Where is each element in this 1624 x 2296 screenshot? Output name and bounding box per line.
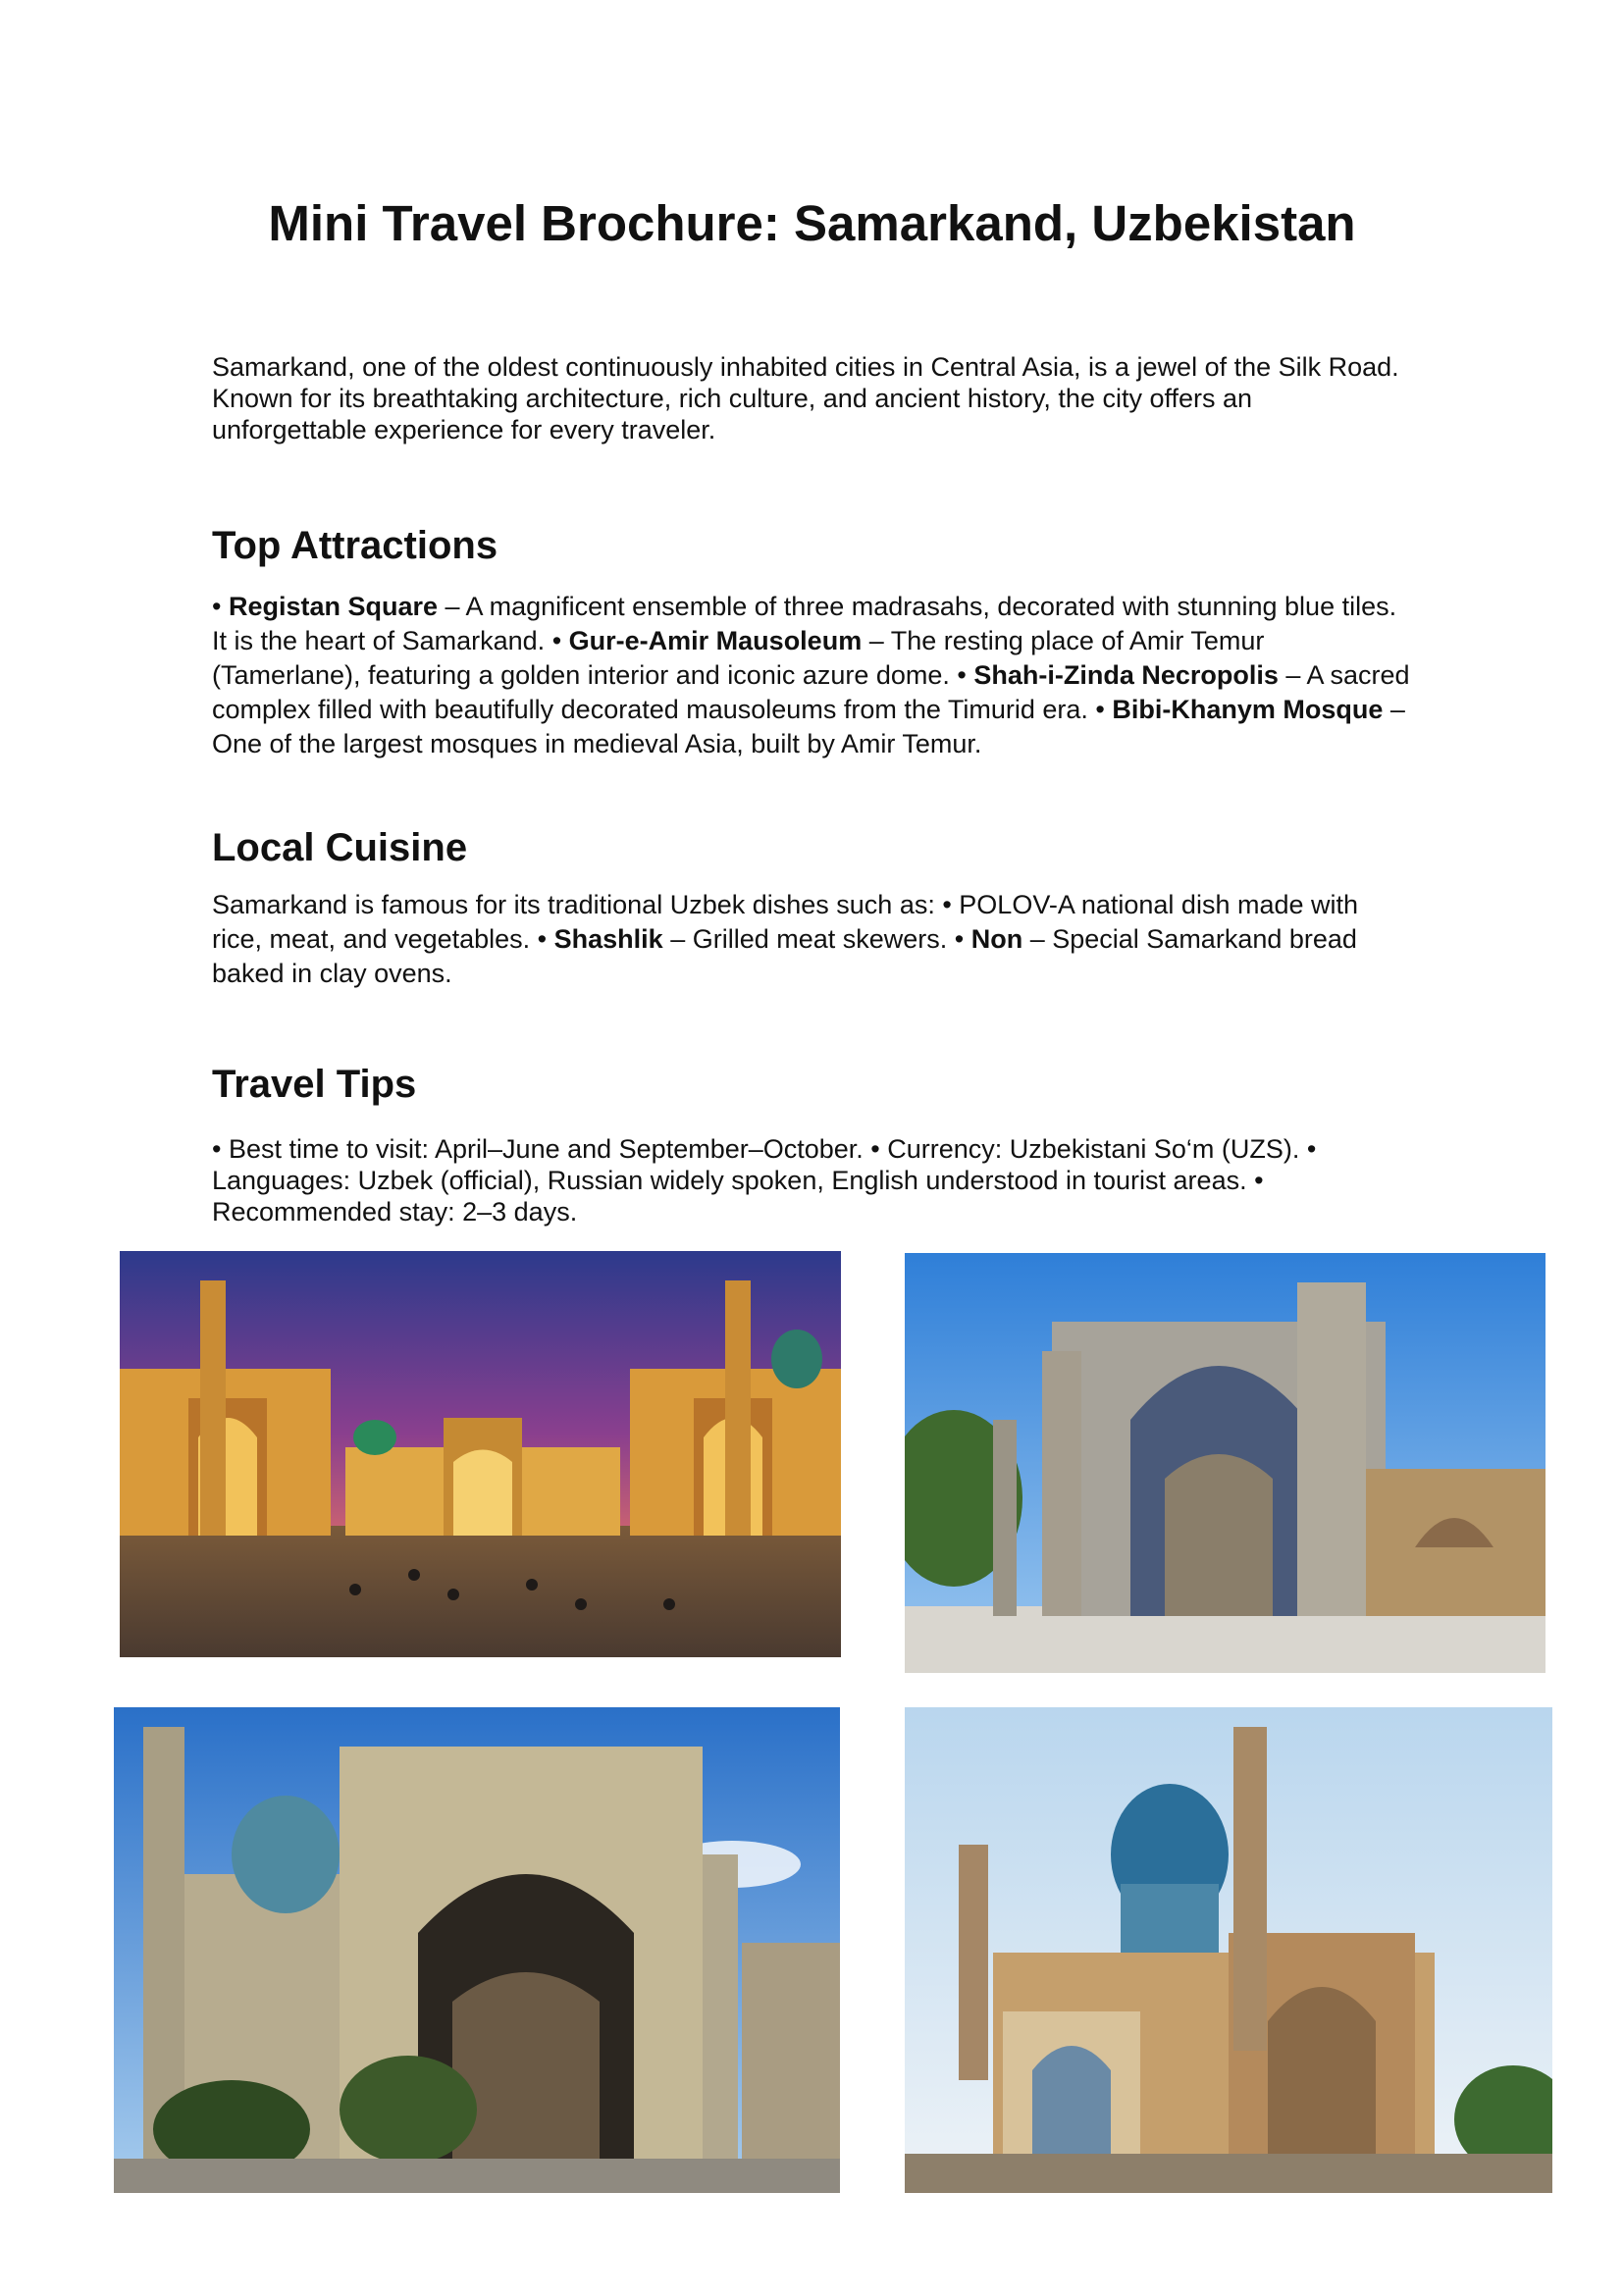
attraction-desc: – One of the largest mosques in medieval Asia, built by Amir Temur. bbox=[212, 695, 1405, 758]
cuisine-lead: Samarkand is famous for its traditional Uzbek dishes such as: • POLOV-A national dish made with rice, meat, and vegetables. • bbox=[212, 890, 1359, 954]
bullet: • bbox=[212, 592, 229, 621]
attraction-name: Shah-i-Zinda Necropolis bbox=[973, 660, 1279, 690]
bullet: • bbox=[957, 660, 974, 690]
bullet: • bbox=[1095, 695, 1113, 724]
cuisine-paragraph bbox=[212, 888, 1414, 991]
attraction-desc: – A sacred complex filled with beautifully decorated mausoleums from the Timurid era. bbox=[212, 660, 1410, 724]
page-title: Mini Travel Brochure: Samarkand, Uzbekistan bbox=[268, 195, 1356, 251]
cuisine-heading: Local Cuisine bbox=[212, 826, 468, 869]
tips-paragraph: • Best time to visit: April–June and September–October. • Currency: Uzbekistani So‘m (UZS). • Languages: Uzbek (official), Russian widely spoken, English understood in tourist areas. • Recommended stay: 2–3 days. bbox=[212, 1134, 1317, 1226]
gur-e-amir-photo bbox=[905, 1707, 1552, 2193]
dish-name: Shashlik bbox=[553, 924, 663, 954]
registan-photo bbox=[120, 1251, 841, 1657]
attraction-desc: – A magnificent ensemble of three madrasahs, decorated with stunning blue tiles. It is the heart of Samarkand. bbox=[212, 592, 1397, 655]
attractions-heading: Top Attractions bbox=[212, 524, 498, 567]
bibi-khanym-photo bbox=[905, 1253, 1545, 1673]
dish-desc: – Grilled meat skewers. • bbox=[662, 924, 971, 954]
sher-dor-photo bbox=[114, 1707, 840, 2193]
tips-heading: Travel Tips bbox=[212, 1063, 417, 1106]
attraction-name: Bibi-Khanym Mosque bbox=[1112, 695, 1384, 724]
attraction-name: Registan Square bbox=[228, 592, 439, 621]
attraction-desc: – The resting place of Amir Temur (Tamerlane), featuring a golden interior and iconic azure dome. bbox=[212, 626, 1265, 690]
attractions-paragraph bbox=[212, 590, 1414, 761]
dish-desc: – Special Samarkand bread baked in clay ovens. bbox=[212, 924, 1357, 988]
intro-paragraph: Samarkand, one of the oldest continuously inhabited cities in Central Asia, is a jewel of the Silk Road. Known for its breathtaking architecture, rich culture, and ancient history, the city offers an unforgettable experience for every traveler. bbox=[212, 352, 1399, 444]
dish-name: Non bbox=[970, 924, 1023, 954]
bullet: • bbox=[551, 626, 569, 655]
attraction-name: Gur-e-Amir Mausoleum bbox=[568, 626, 863, 655]
